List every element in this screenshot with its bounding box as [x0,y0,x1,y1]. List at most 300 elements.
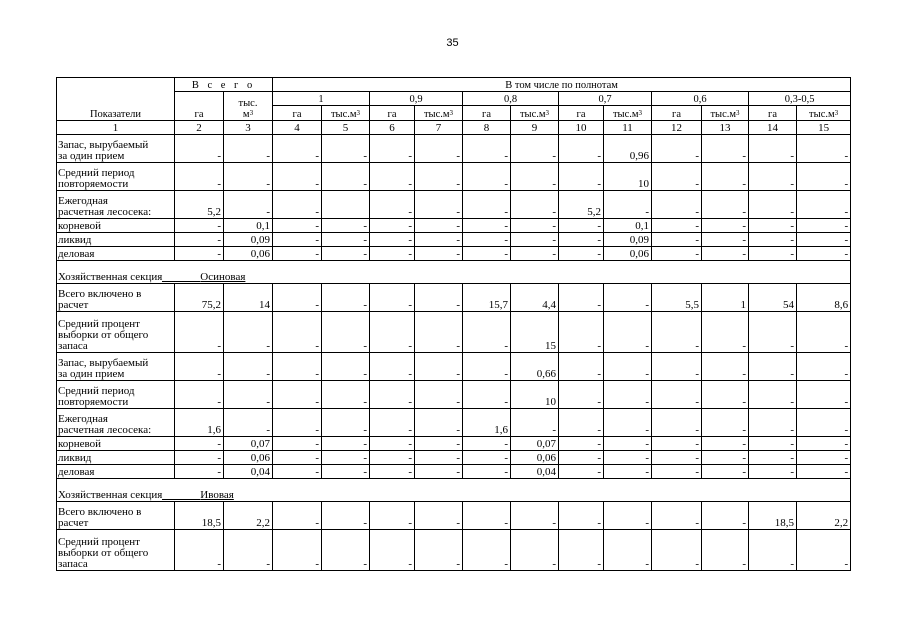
row-label: Запас, вырубаемый за один прием [57,135,175,163]
table-cell: - [652,219,702,233]
total-header: В с е г о [175,78,273,92]
table-cell: - [370,247,415,261]
unit-volume: $тыс.м^3$ [604,106,652,121]
table-cell: - [273,353,322,381]
section-name: Ивовая [200,489,234,501]
table-cell: - [702,191,749,219]
table-cell: 0,06 [224,451,273,465]
table-cell: - [415,409,463,437]
table-cell: - [370,530,415,571]
table-row [57,530,851,571]
table-cell: - [652,163,702,191]
table-cell: - [463,502,511,530]
table-cell: - [604,465,652,479]
unit-ha: га [463,106,511,121]
table-cell: - [415,163,463,191]
table-cell: - [415,530,463,571]
table-cell: 0,04 [224,465,273,479]
column-number: 6 [370,121,415,135]
table-cell: - [559,451,604,465]
table-cell: 0,06 [224,247,273,261]
row-label: Средний процент выборки от общего запаса [57,530,175,571]
table-cell: - [749,219,797,233]
table-cell: - [559,381,604,409]
table-cell: 0,07 [224,437,273,451]
table-cell: - [652,502,702,530]
table-cell: - [415,135,463,163]
row-label: корневой [57,219,175,233]
table-cell: - [652,451,702,465]
table-cell: - [604,284,652,312]
table-cell: - [559,502,604,530]
table-cell: - [749,233,797,247]
unit-ha: га [370,106,415,121]
table-cell: 8,6 [797,284,851,312]
table-cell: 0,07 [511,437,559,451]
table-cell: - [652,135,702,163]
table-cell: - [559,465,604,479]
table-cell: - [511,163,559,191]
column-number: 12 [652,121,702,135]
table-cell: 1 [702,284,749,312]
table-cell: - [175,163,224,191]
table-cell: - [322,465,370,479]
table-cell: - [652,530,702,571]
table-cell: - [370,163,415,191]
table-cell: 4,4 [511,284,559,312]
rows-group-a [57,135,851,261]
table-cell: - [463,530,511,571]
row-label: Ежегодная расчетная лесосека: [57,409,175,437]
table-cell: - [415,284,463,312]
page-number: 35 [446,37,459,49]
table-cell: - [175,451,224,465]
table-row [57,312,851,353]
table-cell: - [415,233,463,247]
table-cell: - [652,191,702,219]
table-cell: - [322,247,370,261]
table-cell: - [370,502,415,530]
table-cell: - [797,409,851,437]
table-cell: - [273,437,322,451]
table-row [57,135,851,163]
table-cell: - [273,219,322,233]
table-cell: - [604,191,652,219]
table-cell: - [511,247,559,261]
table-cell: 0,1 [604,219,652,233]
column-number: 9 [511,121,559,135]
table-cell: - [559,409,604,437]
table-cell: - [175,530,224,571]
table-cell: - [273,451,322,465]
table-cell: - [175,312,224,353]
table-cell: - [797,135,851,163]
table-cell: 5,2 [175,191,224,219]
table-cell: - [511,191,559,219]
table-cell: - [322,233,370,247]
table-cell: - [797,437,851,451]
column-number: 15 [797,121,851,135]
table-row [57,191,851,219]
unit-volume: $тыс.м^3$ [415,106,463,121]
table-cell: - [749,530,797,571]
table-cell: - [224,381,273,409]
table-cell: - [415,219,463,233]
table-cell: - [797,163,851,191]
table-cell: - [370,353,415,381]
table-cell: - [511,502,559,530]
table-cell: - [415,191,463,219]
table-row [57,465,851,479]
section-prefix: Хозяйственная секция [58,489,163,501]
section-prefix: Хозяйственная секция [58,271,163,283]
table-cell: - [749,353,797,381]
table-cell: - [559,284,604,312]
table-cell: - [797,381,851,409]
allowable-cut-table [56,77,851,571]
table-cell: - [749,409,797,437]
table-cell: - [463,451,511,465]
table-cell: - [370,451,415,465]
table-cell: - [273,191,322,219]
table-cell: - [463,312,511,353]
table-cell: - [749,437,797,451]
table-cell: - [463,381,511,409]
table-cell: 15 [511,312,559,353]
table-cell: 2,2 [224,502,273,530]
table-cell: - [224,409,273,437]
table-cell: 10 [511,381,559,409]
table-cell: - [652,233,702,247]
table-cell: - [415,381,463,409]
table-cell: 75,2 [175,284,224,312]
table-cell: - [463,465,511,479]
row-label: Средний период повторяемости [57,163,175,191]
column-number: 8 [463,121,511,135]
row-label: корневой [57,437,175,451]
table-cell: - [273,502,322,530]
table-cell: - [370,135,415,163]
table-cell: - [322,530,370,571]
table-cell: - [749,163,797,191]
table-cell: 10 [604,163,652,191]
table-cell: - [702,163,749,191]
table-cell: 0,06 [604,247,652,261]
table-cell: 1,6 [463,409,511,437]
table-row [57,437,851,451]
table-cell: 2,2 [797,502,851,530]
table-row [57,284,851,312]
table-cell: - [702,353,749,381]
density-header: 0,8 [463,92,559,106]
table-cell: - [559,233,604,247]
table-cell: - [224,530,273,571]
table-cell: - [273,312,322,353]
table-cell: - [175,247,224,261]
table-cell: - [797,530,851,571]
table-cell: - [702,247,749,261]
row-label: Средний процент выборки от общего запаса [57,312,175,353]
table-cell: - [702,465,749,479]
column-number: 5 [322,121,370,135]
unit-ha: га [559,106,604,121]
row-label: Средний период повторяемости [57,381,175,409]
density-header: 1 [273,92,370,106]
table-cell: - [559,135,604,163]
table-cell: - [797,247,851,261]
column-number: 4 [273,121,322,135]
column-number-row [57,121,851,135]
row-label: Ежегодная расчетная лесосека: [57,191,175,219]
unit-ha: га [273,106,322,121]
table-cell: - [604,530,652,571]
table-row [57,233,851,247]
table-cell: - [175,233,224,247]
column-number: 13 [702,121,749,135]
table-cell: - [322,135,370,163]
density-header: 0,3-0,5 [749,92,851,106]
table-cell: - [322,451,370,465]
table-cell: - [322,502,370,530]
table-cell: - [370,191,415,219]
table-cell: - [415,437,463,451]
table-cell: - [652,247,702,261]
table-cell: - [463,219,511,233]
row-label: Всего включено в расчет [57,284,175,312]
table-cell: 18,5 [175,502,224,530]
table-cell: - [652,312,702,353]
table-cell: - [463,233,511,247]
table-cell: - [463,353,511,381]
table-cell: - [797,451,851,465]
table-cell: - [175,353,224,381]
table-cell: - [322,409,370,437]
table-cell: - [797,233,851,247]
indicator-header: Показатели [57,78,175,121]
total-volume-header: тыс. $м^3$ [224,92,273,121]
table-cell: - [415,465,463,479]
column-number: 7 [415,121,463,135]
row-label: Запас, вырубаемый за один прием [57,353,175,381]
table-cell: 0,1 [224,219,273,233]
table-cell: 1,6 [175,409,224,437]
table-cell: - [702,381,749,409]
table-cell: - [702,451,749,465]
table-cell: - [370,381,415,409]
table-cell: - [749,381,797,409]
table-cell: - [652,437,702,451]
table-cell: - [797,191,851,219]
table-cell: - [511,135,559,163]
table-cell: - [322,163,370,191]
table-cell: - [370,219,415,233]
table-cell: - [511,219,559,233]
table-cell: - [370,465,415,479]
table-cell: - [322,353,370,381]
table-cell: 18,5 [749,502,797,530]
table-cell: - [224,135,273,163]
table-cell: - [702,409,749,437]
table-cell: - [415,353,463,381]
rows-group-c [57,502,851,571]
header-row-top [57,78,851,92]
column-number: 10 [559,121,604,135]
table-cell: - [415,247,463,261]
table-cell: - [702,502,749,530]
table-cell: - [463,135,511,163]
table-cell: - [604,437,652,451]
unit-volume: $тыс.м^3$ [511,106,559,121]
unit-ha: га [749,106,797,121]
density-header: 0,9 [370,92,463,106]
table-row [57,353,851,381]
table-cell: - [273,135,322,163]
table-cell [322,191,370,219]
table-row [57,247,851,261]
table-cell: - [604,502,652,530]
table-row [57,381,851,409]
table-cell: 0,96 [604,135,652,163]
table-row [57,409,851,437]
table-cell: 5,2 [559,191,604,219]
table-cell: - [604,409,652,437]
table-cell: - [415,502,463,530]
table-cell: - [511,233,559,247]
table-cell: - [797,465,851,479]
table-cell: - [749,135,797,163]
density-header: 0,7 [559,92,652,106]
table-cell: - [652,409,702,437]
table-cell: - [511,530,559,571]
table-row [57,219,851,233]
table-cell: - [559,219,604,233]
table-cell: - [175,465,224,479]
table-cell: - [749,312,797,353]
table-cell: - [273,465,322,479]
table-cell: - [702,135,749,163]
column-number: 11 [604,121,652,135]
table-cell: - [702,312,749,353]
table-cell: - [749,451,797,465]
table-cell: - [370,437,415,451]
header-row-density [57,92,851,106]
table-cell: - [322,381,370,409]
table-cell: - [702,530,749,571]
column-number: 3 [224,121,273,135]
table-cell: - [749,191,797,219]
table-cell: - [370,233,415,247]
unit-volume: $тыс.м^3$ [322,106,370,121]
rows-group-b [57,284,851,479]
table-cell: - [749,465,797,479]
table-cell: - [322,219,370,233]
table-cell: 5,5 [652,284,702,312]
table-cell: - [370,284,415,312]
by-density-header: В том числе по полнотам [273,78,851,92]
table-cell: - [273,233,322,247]
table-cell: - [559,247,604,261]
row-label: ликвид [57,451,175,465]
table-cell: - [273,409,322,437]
table-row [57,451,851,465]
table-cell: - [322,284,370,312]
row-label: деловая [57,247,175,261]
table-cell: - [797,219,851,233]
table-cell: 0,04 [511,465,559,479]
table-cell: - [175,219,224,233]
table-cell: 54 [749,284,797,312]
total-ha-header: га [175,92,224,121]
table-cell: - [604,353,652,381]
table-cell: 15,7 [463,284,511,312]
section-name: Осиновая [200,271,246,283]
table-cell: - [797,312,851,353]
table-cell: - [273,381,322,409]
table-cell: - [702,437,749,451]
table-cell: - [415,312,463,353]
table-cell: - [652,465,702,479]
table-cell: - [702,233,749,247]
unit-volume: $тыс.м^3$ [702,106,749,121]
table-cell: - [604,312,652,353]
table-cell: - [224,191,273,219]
table-cell: - [652,353,702,381]
table-cell: 14 [224,284,273,312]
table-cell: - [273,530,322,571]
table-cell: - [224,163,273,191]
table-cell: - [797,353,851,381]
table-cell: - [175,437,224,451]
table-cell: - [559,353,604,381]
table-cell: 0,66 [511,353,559,381]
table-cell: - [559,312,604,353]
table-cell: - [175,381,224,409]
table-cell: - [463,437,511,451]
table-cell: - [415,451,463,465]
table-cell: - [273,284,322,312]
table-cell: - [273,247,322,261]
table-cell: - [224,353,273,381]
column-number: 14 [749,121,797,135]
table-cell: - [322,312,370,353]
table-cell: - [224,312,273,353]
unit-ha: га [652,106,702,121]
table-cell: 0,09 [224,233,273,247]
table-cell: - [175,135,224,163]
row-label: Всего включено в расчет [57,502,175,530]
table-cell: 0,09 [604,233,652,247]
table-cell: - [322,437,370,451]
row-label: ликвид [57,233,175,247]
column-number: 2 [175,121,224,135]
table-cell: - [370,312,415,353]
section-row-aspen [57,261,851,284]
table-cell: - [652,381,702,409]
unit-volume: $тыс.м^3$ [797,106,851,121]
table-cell: - [559,437,604,451]
table-cell: - [463,191,511,219]
row-label: деловая [57,465,175,479]
table-row [57,163,851,191]
density-header: 0,6 [652,92,749,106]
table-cell: - [511,409,559,437]
table-cell: - [604,451,652,465]
table-cell: - [463,163,511,191]
column-number: 1 [57,121,175,135]
table-cell: - [702,219,749,233]
table-cell: - [463,247,511,261]
table-cell: - [749,247,797,261]
